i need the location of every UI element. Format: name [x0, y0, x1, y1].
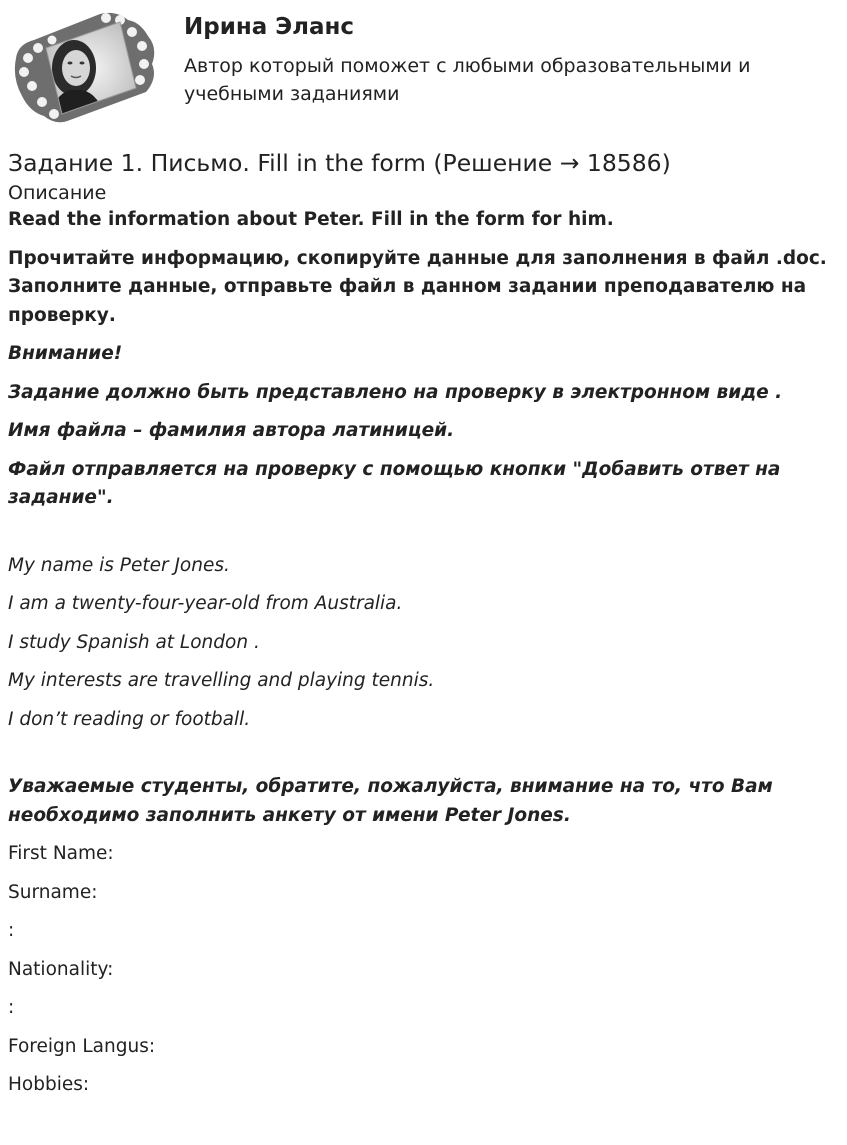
task-title: Задание 1. Письмо. Fill in the form (Решение → 18586): [8, 149, 671, 177]
description-label: Описание: [8, 182, 107, 204]
form-field-label: :: [8, 920, 15, 941]
story-line: I don’t reading or football.: [8, 708, 251, 730]
form-field-label: Nationality:: [8, 958, 114, 980]
avatar[interactable]: [8, 8, 158, 126]
author-bio: Автор который поможет с любыми образовательными и учебными заданиями: [184, 55, 751, 105]
avatar-film-frame-icon: [8, 8, 158, 126]
form-field-label: Surname:: [8, 881, 98, 903]
form-field-label: Foreign Langus:: [8, 1035, 156, 1057]
spacer: [8, 744, 828, 773]
form-field-label: Hobbies:: [8, 1074, 90, 1095]
form-field-label: :: [8, 997, 15, 1018]
note-item: Имя файла – фамилия автора латиницей.: [8, 420, 455, 441]
story-line: My name is Peter Jones.: [8, 554, 230, 576]
task-content: [8, 146, 828, 1110]
author-name[interactable]: Ирина Эланс: [184, 14, 355, 40]
attention-heading: Внимание!: [8, 343, 123, 364]
author-card: [8, 8, 808, 128]
story-line: I am a twenty-four-year-old from Australia.: [8, 593, 403, 614]
note-item: Задание должно быть представлено на проверку в электронном виде .: [8, 381, 783, 403]
students-note: Уважаемые студенты, обратите, пожалуйста, внимание на то, что Вам необходимо заполнить анкету от имени Peter Jones.: [8, 776, 773, 826]
story-line: I study Spanish at London .: [8, 631, 260, 653]
note-item: Файл отправляется на проверку с помощью кнопки "Добавить ответ на задание".: [8, 458, 781, 508]
instruction-en: Read the information about Peter. Fill in the form for him.: [8, 209, 614, 230]
spacer: [8, 523, 828, 552]
instruction-ru: Прочитайте информацию, скопируйте данные для заполнения в файл .doc. Заполните данные, отправьте файл в данном задании преподавателю на проверку.: [8, 247, 827, 326]
form-field-label: First Name:: [8, 843, 114, 864]
story-line: My interests are travelling and playing tennis.: [8, 670, 435, 691]
